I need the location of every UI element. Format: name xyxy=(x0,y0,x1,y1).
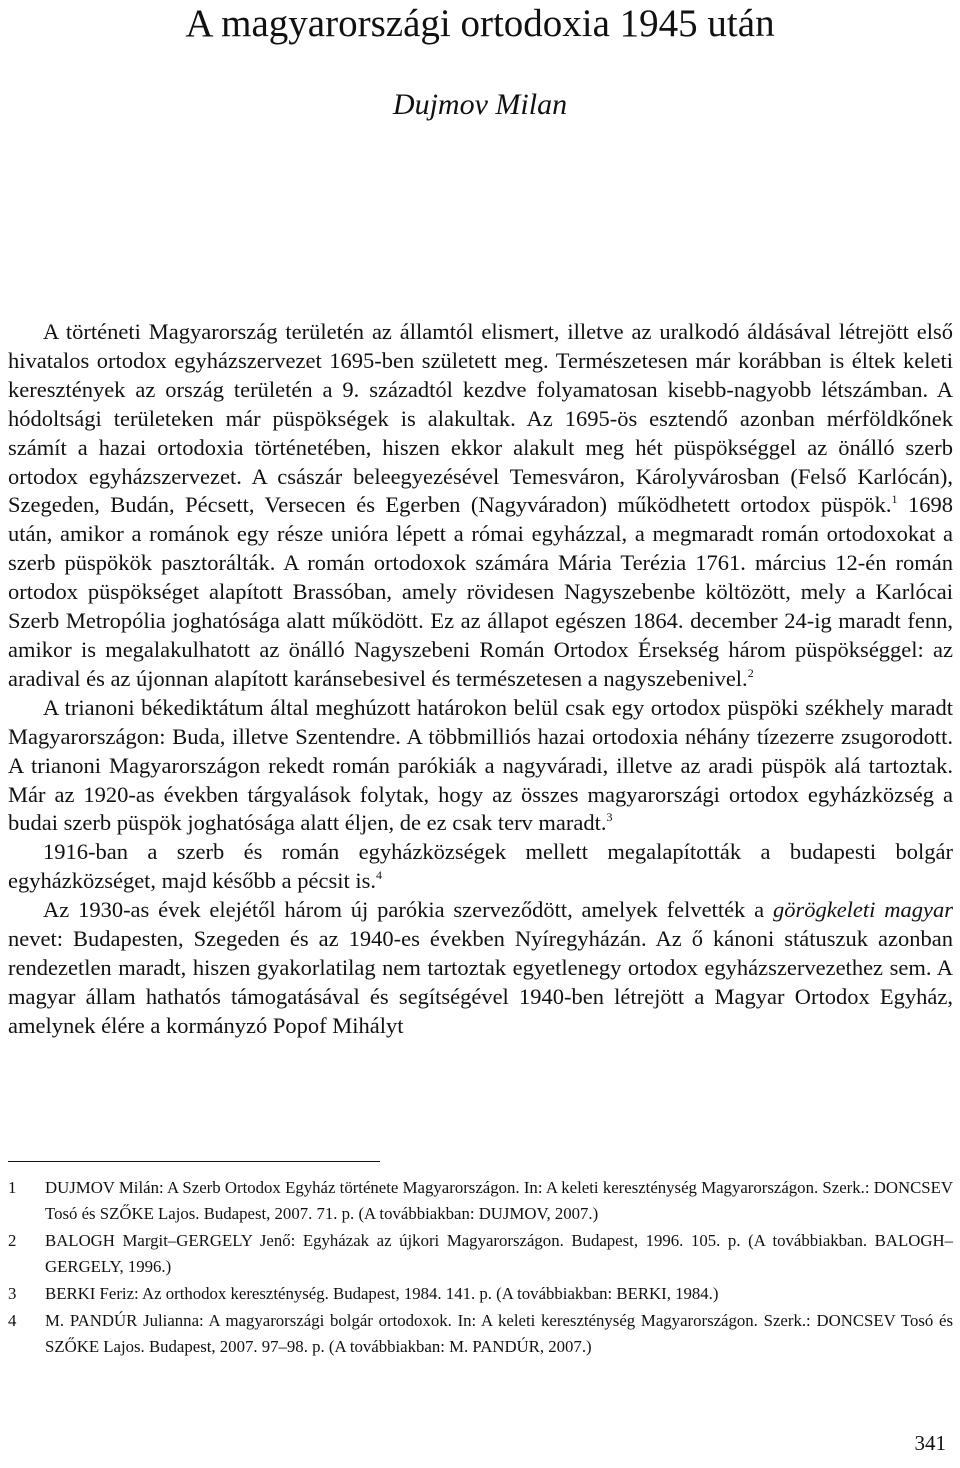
text-run: A történeti Magyarország területén az államtól elismert, illetve az uralkodó áldásával létrejött első hivatalos ortodox egyházszervezet 1695-ben született meg. Természetesen már korábban is éltek keleti keresztények az ország területén a 9. századtól kezdve folyamatosan kisebb-nagyobb létszámban. A hódoltsági területeken már püspökségek is alakultak. Az 1695-ös esztendő azonban mérföldkőnek számít a hazai ortodoxia történetében, hiszen ekkor alakult meg hét püspökséggel az önálló szerb ortodox egyházszervezet. A császár beleegyezésével Temesváron, Károlyvárosban (Felső Karlócán), Szegeden, Budán, Pécsett, Versecen és Egerben (Nagyváradon) működhetett ortodox püspök. xyxy=(8,319,953,518)
article-author: Dujmov Milan xyxy=(392,88,568,121)
text-run: A trianoni békediktátum által meghúzott határokon belül csak egy ortodox püspöki székhely maradt Magyarországon: Buda, illetve Szentendre. A többmilliós hazai ortodoxia néhány tízezerre zsugorodott. A trianoni Magyarországon rekedt román parókiák a nagyváradi, illetve az aradi püspök alá tartoztak. Már az 1920-as években tárgyalások folytak, hogy az összes magyarországi ortodox egyházközség a budai szerb püspök joghatósága alatt éljen, de ez csak terv maradt. xyxy=(8,694,953,836)
article-title: A magyarországi ortodoxia 1945 után xyxy=(185,2,775,45)
body-paragraph xyxy=(8,318,953,694)
page-number: 341 xyxy=(914,1431,946,1455)
body-paragraph xyxy=(8,694,953,839)
footnote-reference: 4 xyxy=(376,868,383,883)
body-paragraph xyxy=(8,896,953,1041)
italic-term: görögkeleti magyar xyxy=(772,897,953,923)
text-run: 1916-ban a szerb és román egyházközségek mellett megalapították a budapesti bolgár egyházközséget, majd később a pécsit is. xyxy=(8,839,953,894)
footnote-item xyxy=(8,1228,953,1280)
footnote-text: BALOGH Margit–GERGELY Jenő: Egyházak az újkori Magyarországon. Budapest, 1996. 105. p. (A továbbiakban. BALOGH–GERGELY, 1996.) xyxy=(45,1231,953,1276)
text-run: 1698 után, amikor a románok egy része unióra lépett a római egyházzal, a megmaradt román ortodoxokat a szerb püspökök pasztorálták. A román ortodoxok számára Mária Terézia 1761. március 12-én román ortodox püspökséget alapított Brassóban, amely rövidesen Nagyszebenbe költözött, mely a Karlócai Szerb Metropólia joghatósága alatt működött. Ez az állapot egészen 1864. december 24-ig maradt fenn, amikor is megalakulhatott az önálló Nagyszebeni Román Ortodox Érsekség három püspökséggel: az aradival és az újonnan alapított karánsebesivel és természetesen a nagyszebenivel. xyxy=(8,492,953,691)
footnote-item xyxy=(8,1175,953,1227)
footnote-text: BERKI Feriz: Az orthodox kereszténység. Budapest, 1984. 141. p. (A továbbiakban: BERKI, 1984.) xyxy=(45,1284,719,1303)
footnote-number: 2 xyxy=(8,1231,17,1250)
footnote-text: M. PANDÚR Julianna: A magyarországi bolgár ortodoxok. In: A keleti kereszténység Magyarországon. Szerk.: DONCSEV Tosó és SZŐKE Lajos. Budapest, 2007. 97–98. p. (A továbbiakban: M. PANDÚR, 2007.) xyxy=(45,1311,953,1356)
footnote-reference: 2 xyxy=(747,665,754,680)
body-paragraph xyxy=(8,838,953,896)
footnote-number: 1 xyxy=(8,1178,17,1197)
text-run: nevet: Budapesten, Szegeden és az 1940-es években Nyíregyházán. Az ő kánoni státuszuk azonban rendezetlen maradt, hiszen gyakorlatilag nem tartoztak egyetlenegy ortodox egyházszervezethez sem. A magyar állam hathatós támogatásával és segítségével 1940-ben létrejött a Magyar Ortodox Egyház, amelynek élére a kormányzó Popof Mihályt xyxy=(8,926,953,1038)
footnote-separator xyxy=(8,1161,380,1162)
footnote-reference: 1 xyxy=(891,492,898,507)
footnotes-section xyxy=(8,1175,953,1361)
footnote-text: DUJMOV Milán: A Szerb Ortodox Egyház története Magyarországon. In: A keleti kereszténység Magyarországon. Szerk.: DONCSEV Tosó és SZŐKE Lajos. Budapest, 2007. 71. p. (A továbbiakban: DUJMOV, 2007.) xyxy=(45,1178,953,1223)
article-body xyxy=(8,318,953,1041)
footnote-item xyxy=(8,1308,953,1360)
text-run: Az 1930-as évek elejétől három új parókia szerveződött, amelyek felvették a xyxy=(43,897,773,923)
footnote-number: 3 xyxy=(8,1284,17,1303)
footnote-item xyxy=(8,1281,953,1307)
footnote-number: 4 xyxy=(8,1311,17,1330)
footnote-reference: 3 xyxy=(606,810,613,825)
